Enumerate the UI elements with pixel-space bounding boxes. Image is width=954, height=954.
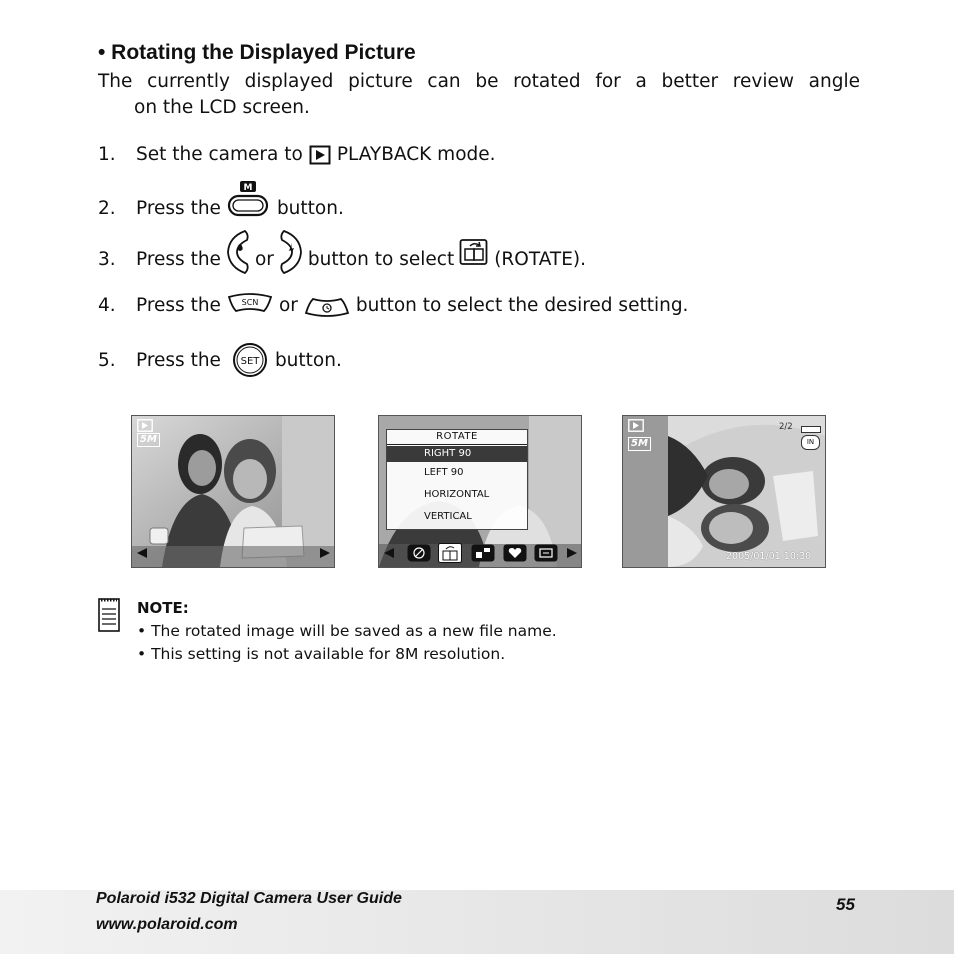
red-eye-tab-icon[interactable] — [407, 544, 431, 562]
photo-two-women-laptop — [132, 416, 334, 567]
step-4 — [98, 293, 688, 317]
step-text: button to select — [307, 248, 455, 270]
rotate-menu — [386, 429, 528, 530]
right-flash-button-icon — [278, 229, 304, 275]
section-title: • Rotating the Displayed Picture — [98, 41, 416, 64]
playback-icon — [309, 145, 331, 165]
step-text: or — [254, 248, 274, 270]
set-button-icon — [231, 342, 269, 378]
step-text: or — [278, 294, 298, 316]
step-text: Press the — [136, 197, 221, 219]
menu-item-horizontal[interactable]: HORIZONTAL — [424, 489, 490, 500]
rotate-menu-title: ROTATE — [387, 430, 527, 445]
footer-url[interactable]: www.polaroid.com — [96, 916, 238, 933]
step-3 — [98, 228, 586, 276]
step-1 — [98, 144, 496, 165]
resolution-badge: 5M — [628, 437, 651, 451]
intro-line-2: on the LCD screen. — [134, 97, 310, 118]
step-text: Press the — [136, 294, 221, 316]
page-number: 55 — [836, 895, 855, 914]
right-arrow-icon — [566, 547, 578, 559]
menu-button-icon — [226, 181, 272, 221]
note-pad-icon — [98, 598, 120, 632]
menu-item-left-90[interactable]: LEFT 90 — [424, 467, 464, 478]
up-scene-button-icon — [226, 293, 274, 317]
image-counter: 2/2 — [779, 422, 793, 432]
step-text: PLAYBACK mode. — [336, 144, 496, 165]
set-key-label: SET — [240, 356, 260, 367]
menu-item-vertical[interactable]: VERTICAL — [424, 511, 472, 522]
note-line-2: • This setting is not available for 8M resolution. — [137, 645, 506, 663]
down-selftimer-button-icon — [303, 293, 351, 317]
internal-memory-badge — [801, 435, 820, 450]
menu-item-right-90[interactable]: RIGHT 90 — [387, 446, 527, 462]
step-text: button. — [276, 197, 344, 219]
step-text: button. — [274, 349, 342, 371]
scene-key-label: SCN — [241, 298, 259, 307]
playback-mode-icon — [137, 419, 153, 432]
step-text: Press the — [136, 248, 221, 270]
playback-mode-icon — [628, 419, 644, 432]
favorite-tab-icon[interactable] — [503, 544, 527, 562]
resize-tab-icon[interactable] — [471, 544, 495, 562]
rotate-icon — [459, 238, 489, 266]
battery-indicator — [801, 426, 821, 433]
step-number: 5. — [98, 349, 116, 371]
note-title: NOTE: — [137, 599, 189, 617]
menu-key-label: M — [243, 183, 253, 193]
footer-guide-title: Polaroid i532 Digital Camera User Guide — [96, 890, 402, 907]
intro-line-1: The currently displayed picture can be rotated for a better review angle — [98, 71, 860, 92]
step-number: 2. — [98, 197, 116, 219]
step-text: Press the — [136, 349, 221, 371]
intro-paragraph — [98, 69, 860, 121]
step-text: Set the camera to — [136, 144, 303, 165]
lcd-screen-rotated-result — [622, 415, 826, 568]
step-number: 1. — [98, 144, 116, 165]
step-number: 4. — [98, 294, 116, 316]
photo-rotated-two-women — [623, 416, 825, 567]
step-text: button to select the desired setting. — [355, 294, 689, 316]
memory-label: IN — [806, 438, 815, 446]
lcd-screen-playback — [131, 415, 335, 568]
lcd-screen-rotate-menu — [378, 415, 582, 568]
step-2 — [98, 179, 344, 223]
right-arrow-icon — [319, 547, 331, 559]
step-number: 3. — [98, 248, 116, 270]
step-text: (ROTATE). — [494, 248, 587, 270]
resolution-badge: 5M — [137, 433, 160, 447]
print-tab-icon[interactable] — [534, 544, 558, 562]
left-macro-button-icon — [225, 229, 251, 275]
capture-datetime: 2005/01/01 10:30 — [726, 551, 812, 562]
rotate-tab-icon[interactable] — [438, 543, 462, 563]
note-line-1: • The rotated image will be saved as a new file name. — [137, 622, 557, 640]
left-arrow-icon — [136, 547, 148, 559]
step-5 — [98, 342, 342, 378]
left-arrow-icon — [383, 547, 395, 559]
